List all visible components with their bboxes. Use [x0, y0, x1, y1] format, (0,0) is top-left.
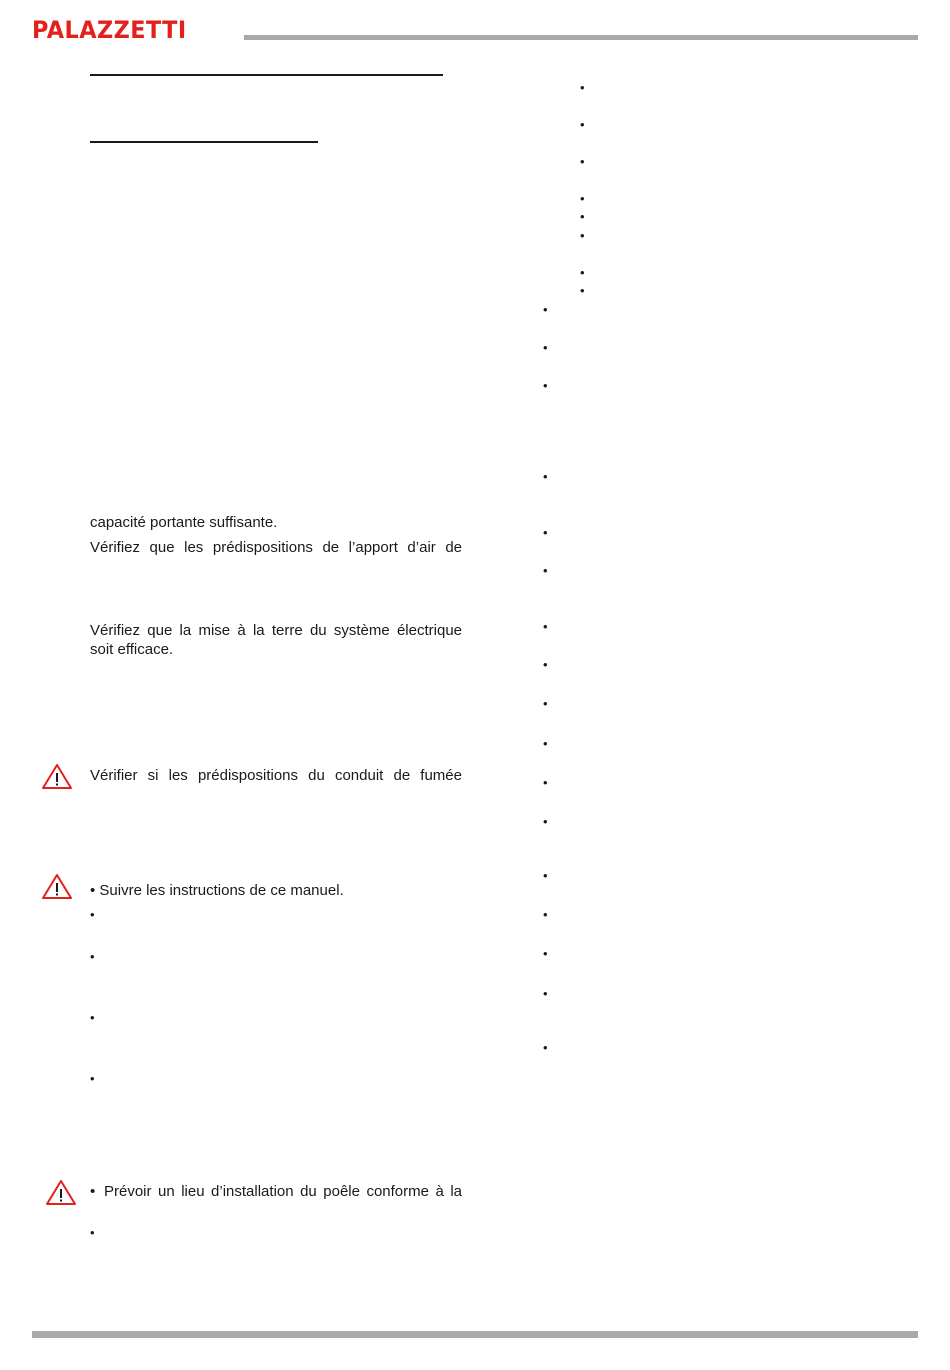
brand-logo: PALAZZETTI	[32, 16, 187, 44]
list-bullet: •	[580, 228, 585, 243]
list-bullet: •	[543, 563, 548, 578]
prevoir-lieu-text: Prévoir un lieu d’installation du poêle conforme à la	[104, 1183, 462, 1200]
list-bullet: •	[543, 525, 548, 540]
list-bullet: •	[90, 1071, 95, 1086]
list-bullet: •	[580, 209, 585, 224]
list-bullet: •	[580, 283, 585, 298]
list-bullet: •	[90, 1010, 95, 1025]
list-bullet: •	[543, 657, 548, 672]
list-bullet: •	[580, 191, 585, 206]
list-bullet: •	[543, 775, 548, 790]
apport-air-text: Vérifiez que les prédispositions de l’apport d’air de	[90, 539, 462, 556]
list-bullet: •	[580, 154, 585, 169]
list-bullet: •	[90, 907, 95, 922]
list-bullet: •	[543, 340, 548, 355]
list-bullet: •	[90, 1225, 95, 1240]
list-bullet: •	[543, 868, 548, 883]
terre-text-line1: Vérifiez que la mise à la terre du système électrique	[90, 622, 462, 639]
list-bullet: •	[543, 302, 548, 317]
list-bullet: •	[543, 814, 548, 829]
header-rule	[244, 35, 918, 40]
list-bullet: •	[543, 378, 548, 393]
list-bullet: •	[543, 469, 548, 484]
list-bullet: •	[580, 80, 585, 95]
warning-triangle-icon	[41, 762, 73, 790]
list-bullet: •	[90, 949, 95, 964]
prevoir-bullet: •	[90, 1183, 96, 1200]
list-bullet: •	[543, 619, 548, 634]
list-bullet: •	[580, 117, 585, 132]
conduit-fumee-text: Vérifier si les prédispositions du conduit de fumée	[90, 767, 462, 784]
suivre-instructions-text: • Suivre les instructions de ce manuel.	[90, 882, 344, 899]
capacite-text: capacité portante suffisante.	[90, 514, 278, 531]
list-bullet: •	[543, 736, 548, 751]
list-bullet: •	[543, 1040, 548, 1055]
list-bullet: •	[543, 907, 548, 922]
heading-underline-2	[90, 141, 318, 143]
list-bullet: •	[543, 986, 548, 1001]
warning-triangle-icon	[45, 1178, 77, 1206]
list-bullet: •	[543, 696, 548, 711]
footer-rule	[32, 1331, 918, 1338]
list-bullet: •	[543, 946, 548, 961]
heading-underline-1	[90, 74, 443, 76]
terre-text-line2: soit efficace.	[90, 641, 174, 658]
warning-triangle-icon	[41, 872, 73, 900]
list-bullet: •	[580, 265, 585, 280]
